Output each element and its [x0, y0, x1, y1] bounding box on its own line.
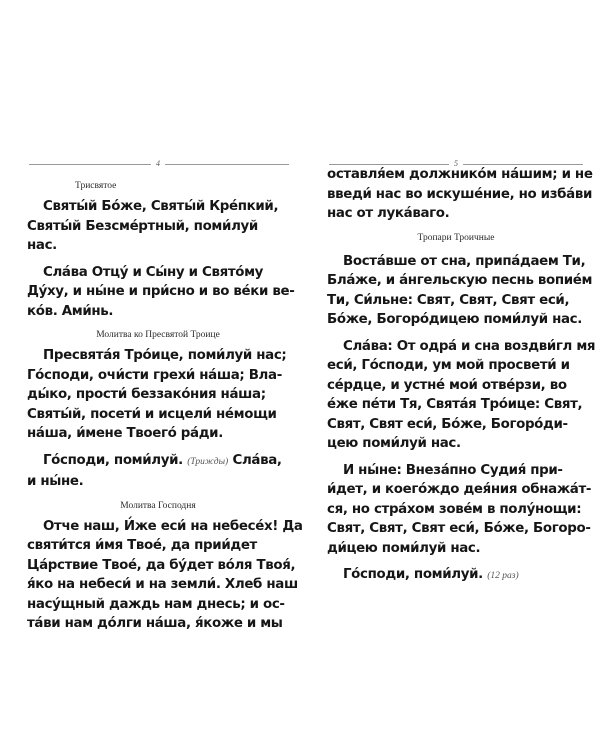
prayer-paragraph: [327, 165, 593, 224]
section-heading: Молитва Господня: [120, 500, 196, 511]
text-line: Воста́вше от сна, припа́даем Ти,: [343, 253, 586, 269]
text-line: Ти, Си́льне: Свят, Свят, Свят еси́,: [327, 292, 570, 308]
section-heading: Молитва ко Пресвятой Троице: [96, 330, 220, 340]
text-line: цею поми́луй нас.: [327, 436, 461, 451]
spacer: [27, 634, 289, 641]
text-line: оставля́ем должнико́м на́шим; и не: [327, 167, 593, 182]
spacer: [327, 245, 585, 252]
text-line: и ны́не.: [27, 474, 84, 489]
prayer-text: Го́споди, поми́луй.: [343, 567, 483, 582]
text-line: Пресвята́я Тро́ице, поми́луй нас;: [43, 348, 287, 363]
prayer-paragraph: [27, 197, 289, 256]
spacer: [27, 444, 289, 451]
spacer: [27, 321, 289, 328]
text-line: святи́тся и́мя Твое́, да прии́дет: [27, 538, 257, 553]
left-page-content: [27, 179, 303, 641]
spacer: [327, 330, 585, 337]
spacer: [27, 492, 289, 499]
text-line: еси́, Го́споди, ум мой просвети́ и: [327, 358, 570, 373]
text-line: Сла́ва Отцу́ и Сы́ну и Свято́му: [43, 264, 264, 280]
text-line: [327, 565, 585, 587]
text-line: та́ви нам до́лги на́ша, я́коже и мы: [27, 616, 283, 631]
text-line: Святы́й Бо́же, Святы́й Кре́пкий,: [43, 199, 279, 214]
text-line: се́рдце, и устне́ мои́ отве́рзи, во: [327, 377, 567, 393]
text-line: нас.: [27, 238, 57, 253]
prayer-paragraph: [27, 263, 295, 322]
page-number: 4: [151, 157, 165, 171]
text-line: и́дет, и коего́ждо дея́ния обнажа́т-: [327, 482, 592, 497]
text-line: Ца́рствие Твое́, да бу́дет во́ля Твоя́,: [27, 557, 296, 573]
spacer: [327, 558, 585, 565]
prayer-text: Го́споди, поми́луй.: [43, 452, 183, 468]
text-line: насу́щный даждь нам днесь; и ос-: [27, 596, 285, 612]
prayer-paragraph: [327, 252, 593, 330]
page-number: 5: [449, 157, 463, 171]
text-line: Святы́й Безсме́ртный, поми́луй: [27, 218, 258, 234]
text-line: Святы́й, посети́ и исцели́ не́мощи: [27, 406, 277, 422]
repeat-note: (12 раз): [487, 571, 519, 581]
prayer-paragraph: [327, 337, 596, 454]
spacer: [27, 256, 289, 263]
text-line: введи́ нас во искуше́ние, но изба́ви: [327, 186, 592, 202]
spacer: [327, 454, 585, 461]
section-heading: Тропари Троичные: [417, 232, 495, 243]
prayer-paragraph: [27, 451, 289, 492]
text-line: ся, но стра́хом зове́м в полу́нощи:: [327, 501, 582, 517]
spacer: [327, 224, 585, 231]
text-line: Бо́же, Богоро́дицею поми́луй нас.: [327, 312, 583, 327]
text-line: И ны́не: Внеза́пно Судия́ при-: [343, 462, 563, 478]
text-line: Отче наш, И́же еси́ на небесе́х! Да: [43, 518, 303, 534]
prayer-paragraph: [327, 461, 592, 559]
text-line: Сла́ва: От одра́ и сна воздви́гл мя: [343, 338, 596, 354]
text-line: на́ша, и́мене Твоего́ ра́ди.: [27, 426, 223, 441]
text-line: Ду́ху, и ны́не и при́сно и во ве́ки ве-: [27, 284, 295, 299]
prayer-text: Сла́ва,: [232, 452, 282, 468]
repeat-note: (Трижды): [187, 456, 229, 467]
text-line: ди́цею поми́луй нас.: [327, 540, 481, 556]
text-line: Свят, Свят, Свят еси́, Бо́же, Богоро-: [327, 521, 591, 536]
text-line: нас от лука́ваго.: [327, 206, 450, 221]
text-line: е́же пе́ти Тя, Свята́я Тро́ице: Свят,: [327, 397, 583, 412]
prayer-paragraph: [27, 517, 303, 634]
text-line: Свят, Свят еси́, Бо́же, Богоро́ди-: [327, 416, 568, 432]
text-line: [27, 451, 289, 473]
text-line: ко́в. Ами́нь.: [27, 303, 114, 319]
text-line: Го́споди, очи́сти грехи́ на́ша; Вла-: [27, 367, 282, 383]
right-page-content: [327, 165, 596, 587]
text-line: ды́ко, прости́ беззако́ния на́ша;: [27, 387, 266, 402]
text-line: я́ко на небеси́ и на земли́. Хлеб наш: [27, 577, 298, 592]
section-heading: Трисвятое: [75, 181, 117, 191]
prayer-paragraph: [27, 346, 289, 444]
closing-line: [327, 565, 585, 587]
text-line: Бла́же, и а́нгельскую песнь вопие́м: [327, 273, 593, 288]
